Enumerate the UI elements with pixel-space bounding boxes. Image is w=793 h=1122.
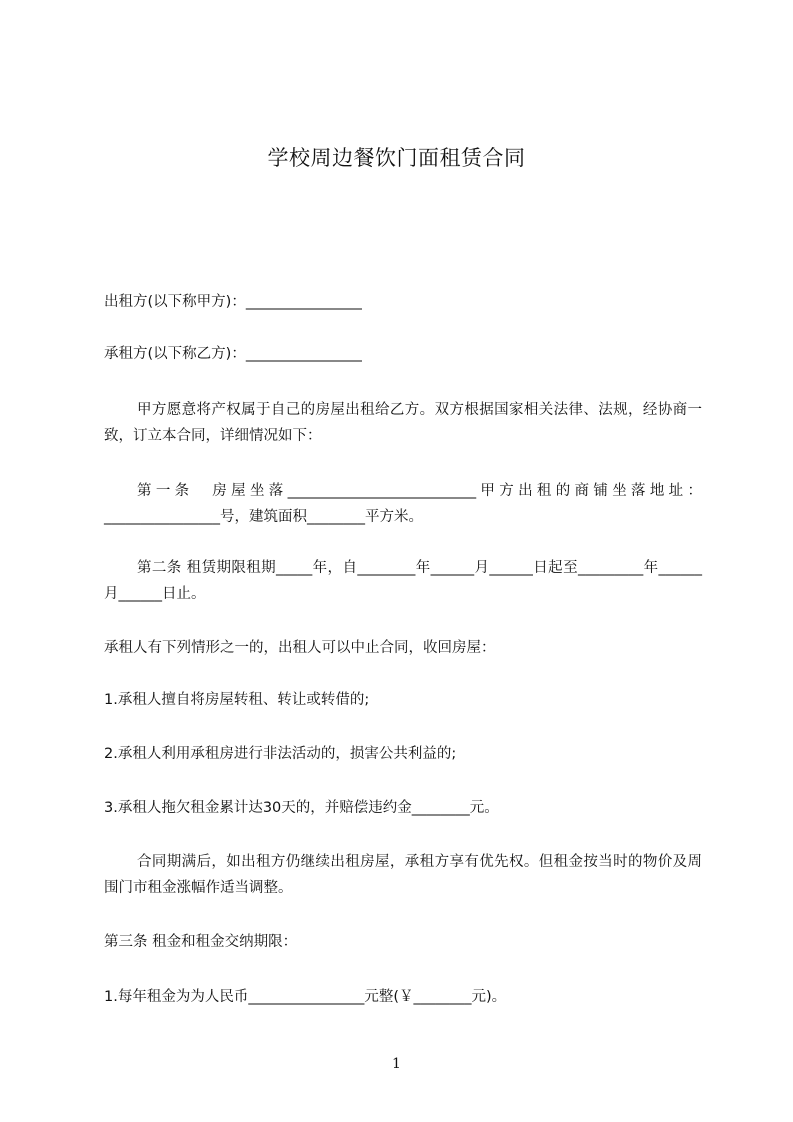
article-1-paragraph: 第一条 房屋坐落__________________________甲方出租的商铺坐落地址：________________号，建筑面积________平方米。	[104, 483, 702, 525]
contract-title: 学校周边餐饮门面租赁合同	[267, 146, 526, 170]
article-3-heading: 第三条 租金和租金交纳期限：	[104, 934, 298, 950]
lessee-line: 承租方(以下称乙方)：________________	[104, 346, 362, 362]
termination-item-3: 3.承租人拖欠租金累计达30天的，并赔偿违约金________元。	[104, 800, 499, 816]
renewal-paragraph: 合同期满后，如出租方仍继续出租房屋，承租方享有优先权。但租金按当时的物价及周围门市租金涨幅作适当调整。	[104, 854, 702, 896]
article-2-paragraph: 第二条 租赁期限租期_____年，自________年______月______日起至_________年______月______日止。	[104, 560, 702, 602]
termination-item-2: 2.承租人利用承租房进行非法活动的，损害公共利益的;	[104, 746, 457, 762]
rent-item-1: 1.每年租金为为人民币________________元整(￥________元)。	[104, 989, 507, 1005]
termination-intro: 承租人有下列情形之一的，出租人可以中止合同，收回房屋：	[104, 640, 496, 656]
page-number: 1	[392, 1056, 401, 1072]
termination-item-1: 1.承租人擅自将房屋转租、转让或转借的;	[104, 692, 370, 708]
preamble-paragraph: 甲方愿意将产权属于自己的房屋出租给乙方。双方根据国家相关法律、法规，经协商一致，订立本合同，详细情况如下：	[104, 402, 702, 444]
lessor-line: 出租方(以下称甲方)：________________	[104, 294, 362, 310]
